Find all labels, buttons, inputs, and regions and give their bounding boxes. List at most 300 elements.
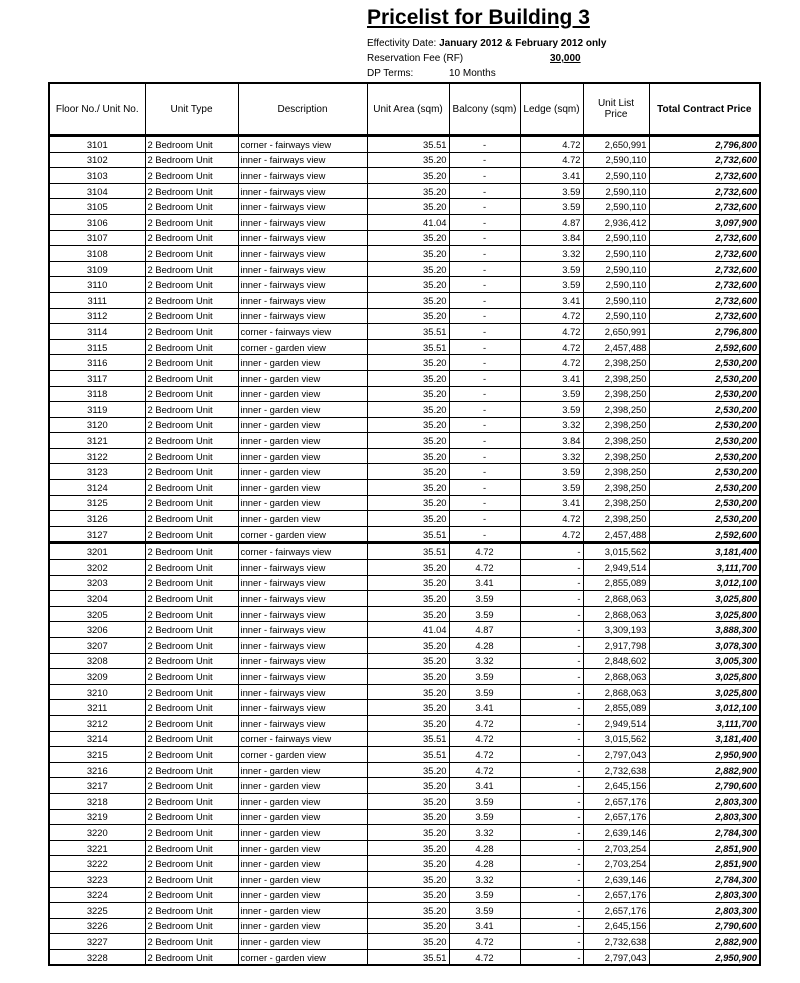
cell-unit-area: 35.20 [367, 638, 449, 654]
cell-balcony: - [449, 230, 520, 246]
cell-unit-list-price: 2,797,043 [583, 949, 649, 965]
cell-floor-unit: 3218 [49, 793, 145, 809]
cell-ledge: 3.32 [520, 246, 583, 262]
cell-balcony: 3.59 [449, 887, 520, 903]
cell-unit-type: 2 Bedroom Unit [145, 778, 238, 794]
cell-unit-list-price: 2,848,602 [583, 653, 649, 669]
cell-description: inner - garden view [238, 871, 367, 887]
cell-floor-unit: 3117 [49, 370, 145, 386]
cell-balcony: - [449, 448, 520, 464]
cell-description: inner - fairways view [238, 622, 367, 638]
cell-unit-type: 2 Bedroom Unit [145, 747, 238, 763]
cell-total-contract-price: 2,790,600 [649, 918, 760, 934]
cell-description: inner - garden view [238, 809, 367, 825]
cell-floor-unit: 3224 [49, 887, 145, 903]
cell-unit-type: 2 Bedroom Unit [145, 511, 238, 527]
cell-unit-type: 2 Bedroom Unit [145, 731, 238, 747]
table-row [49, 511, 760, 527]
table-row [49, 183, 760, 199]
cell-unit-type: 2 Bedroom Unit [145, 480, 238, 496]
cell-description: inner - garden view [238, 355, 367, 371]
table-row [49, 809, 760, 825]
cell-ledge: - [520, 700, 583, 716]
cell-description: inner - fairways view [238, 277, 367, 293]
cell-total-contract-price: 3,181,400 [649, 731, 760, 747]
col-header-total-contract-price: Total Contract Price [649, 83, 760, 136]
cell-floor-unit: 3228 [49, 949, 145, 965]
cell-unit-area: 35.20 [367, 934, 449, 950]
cell-unit-type: 2 Bedroom Unit [145, 887, 238, 903]
cell-unit-area: 35.20 [367, 511, 449, 527]
cell-description: inner - garden view [238, 386, 367, 402]
cell-unit-type: 2 Bedroom Unit [145, 277, 238, 293]
table-row [49, 480, 760, 496]
cell-floor-unit: 3209 [49, 669, 145, 685]
cell-unit-type: 2 Bedroom Unit [145, 762, 238, 778]
cell-total-contract-price: 2,592,600 [649, 526, 760, 543]
cell-unit-area: 35.20 [367, 292, 449, 308]
cell-unit-area: 35.20 [367, 591, 449, 607]
cell-unit-list-price: 2,732,638 [583, 762, 649, 778]
cell-balcony: 3.41 [449, 918, 520, 934]
cell-unit-area: 35.20 [367, 417, 449, 433]
table-row [49, 495, 760, 511]
cell-unit-area: 35.20 [367, 669, 449, 685]
cell-balcony: - [449, 355, 520, 371]
cell-unit-area: 35.20 [367, 825, 449, 841]
cell-unit-type: 2 Bedroom Unit [145, 949, 238, 965]
cell-unit-area: 35.20 [367, 261, 449, 277]
cell-description: inner - fairways view [238, 684, 367, 700]
cell-unit-type: 2 Bedroom Unit [145, 370, 238, 386]
cell-ledge: - [520, 793, 583, 809]
cell-description: inner - garden view [238, 402, 367, 418]
cell-unit-type: 2 Bedroom Unit [145, 464, 238, 480]
cell-floor-unit: 3227 [49, 934, 145, 950]
cell-unit-list-price: 2,398,250 [583, 464, 649, 480]
cell-total-contract-price: 2,851,900 [649, 856, 760, 872]
cell-balcony: - [449, 246, 520, 262]
cell-ledge: 4.72 [520, 308, 583, 324]
cell-unit-area: 35.20 [367, 277, 449, 293]
cell-description: corner - garden view [238, 747, 367, 763]
cell-unit-type: 2 Bedroom Unit [145, 669, 238, 685]
cell-description: inner - garden view [238, 511, 367, 527]
cell-unit-type: 2 Bedroom Unit [145, 606, 238, 622]
cell-unit-list-price: 2,398,250 [583, 355, 649, 371]
cell-unit-type: 2 Bedroom Unit [145, 495, 238, 511]
cell-floor-unit: 3201 [49, 543, 145, 560]
cell-unit-list-price: 2,868,063 [583, 684, 649, 700]
cell-unit-list-price: 2,732,638 [583, 934, 649, 950]
cell-floor-unit: 3125 [49, 495, 145, 511]
cell-ledge: - [520, 903, 583, 919]
cell-floor-unit: 3216 [49, 762, 145, 778]
cell-balcony: - [449, 183, 520, 199]
cell-total-contract-price: 3,888,300 [649, 622, 760, 638]
col-header-unit-type: Unit Type [145, 83, 238, 136]
cell-description: inner - garden view [238, 480, 367, 496]
cell-floor-unit: 3114 [49, 324, 145, 340]
cell-ledge: 4.72 [520, 511, 583, 527]
cell-unit-area: 35.20 [367, 183, 449, 199]
cell-balcony: - [449, 433, 520, 449]
cell-unit-type: 2 Bedroom Unit [145, 591, 238, 607]
cell-unit-type: 2 Bedroom Unit [145, 918, 238, 934]
cell-description: inner - garden view [238, 918, 367, 934]
cell-ledge: 3.59 [520, 261, 583, 277]
cell-unit-area: 35.20 [367, 778, 449, 794]
table-row [49, 684, 760, 700]
cell-description: inner - garden view [238, 448, 367, 464]
cell-ledge: 3.59 [520, 480, 583, 496]
table-row [49, 261, 760, 277]
cell-total-contract-price: 2,530,200 [649, 433, 760, 449]
cell-total-contract-price: 2,530,200 [649, 417, 760, 433]
cell-unit-type: 2 Bedroom Unit [145, 402, 238, 418]
cell-unit-area: 35.20 [367, 871, 449, 887]
cell-total-contract-price: 2,592,600 [649, 339, 760, 355]
cell-description: inner - fairways view [238, 292, 367, 308]
cell-description: inner - fairways view [238, 152, 367, 168]
cell-unit-list-price: 2,590,110 [583, 292, 649, 308]
cell-ledge: - [520, 669, 583, 685]
table-row [49, 417, 760, 433]
cell-ledge: 3.41 [520, 292, 583, 308]
cell-ledge: 3.41 [520, 370, 583, 386]
cell-unit-area: 35.20 [367, 464, 449, 480]
cell-unit-area: 35.20 [367, 684, 449, 700]
cell-floor-unit: 3107 [49, 230, 145, 246]
cell-unit-area: 35.20 [367, 918, 449, 934]
cell-total-contract-price: 2,803,300 [649, 887, 760, 903]
cell-balcony: 3.59 [449, 591, 520, 607]
cell-unit-list-price: 2,657,176 [583, 793, 649, 809]
cell-balcony: 3.59 [449, 809, 520, 825]
cell-balcony: - [449, 292, 520, 308]
cell-floor-unit: 3126 [49, 511, 145, 527]
cell-unit-area: 35.20 [367, 856, 449, 872]
cell-ledge: 3.59 [520, 199, 583, 215]
cell-balcony: - [449, 324, 520, 340]
cell-unit-area: 35.20 [367, 840, 449, 856]
table-row [49, 448, 760, 464]
cell-unit-type: 2 Bedroom Unit [145, 856, 238, 872]
table-row [49, 731, 760, 747]
cell-ledge: 4.72 [520, 324, 583, 340]
effectivity-value: January 2012 & February 2012 only [439, 38, 607, 49]
cell-ledge: - [520, 575, 583, 591]
cell-unit-type: 2 Bedroom Unit [145, 715, 238, 731]
cell-balcony: - [449, 370, 520, 386]
cell-balcony: 4.28 [449, 840, 520, 856]
table-row [49, 370, 760, 386]
cell-ledge: 3.59 [520, 464, 583, 480]
cell-unit-type: 2 Bedroom Unit [145, 386, 238, 402]
cell-unit-type: 2 Bedroom Unit [145, 339, 238, 355]
cell-unit-area: 35.20 [367, 809, 449, 825]
cell-description: inner - garden view [238, 793, 367, 809]
cell-floor-unit: 3122 [49, 448, 145, 464]
cell-total-contract-price: 2,803,300 [649, 903, 760, 919]
cell-unit-type: 2 Bedroom Unit [145, 292, 238, 308]
cell-unit-list-price: 2,868,063 [583, 669, 649, 685]
cell-unit-list-price: 2,398,250 [583, 448, 649, 464]
cell-total-contract-price: 2,732,600 [649, 199, 760, 215]
cell-balcony: - [449, 386, 520, 402]
cell-total-contract-price: 2,732,600 [649, 168, 760, 184]
cell-unit-list-price: 2,650,991 [583, 136, 649, 153]
cell-unit-type: 2 Bedroom Unit [145, 136, 238, 153]
table-row [49, 402, 760, 418]
cell-balcony: 3.59 [449, 684, 520, 700]
cell-unit-list-price: 3,015,562 [583, 731, 649, 747]
cell-total-contract-price: 2,950,900 [649, 747, 760, 763]
cell-floor-unit: 3222 [49, 856, 145, 872]
table-row [49, 339, 760, 355]
cell-unit-area: 35.20 [367, 560, 449, 576]
cell-total-contract-price: 2,732,600 [649, 230, 760, 246]
cell-unit-area: 35.51 [367, 136, 449, 153]
cell-ledge: 4.72 [520, 152, 583, 168]
cell-balcony: - [449, 152, 520, 168]
pricelist-table [48, 82, 761, 966]
cell-floor-unit: 3203 [49, 575, 145, 591]
cell-floor-unit: 3116 [49, 355, 145, 371]
dp-terms-value: 10 Months [449, 68, 496, 79]
cell-ledge: - [520, 809, 583, 825]
dp-terms-line [367, 68, 496, 79]
table-row [49, 324, 760, 340]
table-row [49, 199, 760, 215]
cell-unit-type: 2 Bedroom Unit [145, 448, 238, 464]
cell-balcony: - [449, 511, 520, 527]
cell-balcony: - [449, 277, 520, 293]
cell-unit-list-price: 2,590,110 [583, 308, 649, 324]
cell-unit-area: 35.20 [367, 308, 449, 324]
cell-ledge: - [520, 747, 583, 763]
cell-balcony: 4.72 [449, 543, 520, 560]
table-row [49, 168, 760, 184]
cell-description: inner - garden view [238, 778, 367, 794]
effectivity-line [367, 38, 606, 49]
table-row [49, 871, 760, 887]
cell-unit-type: 2 Bedroom Unit [145, 324, 238, 340]
col-header-floor: Floor No./ Unit No. [49, 83, 145, 136]
cell-unit-type: 2 Bedroom Unit [145, 214, 238, 230]
table-row [49, 669, 760, 685]
cell-total-contract-price: 2,530,200 [649, 386, 760, 402]
cell-unit-type: 2 Bedroom Unit [145, 543, 238, 560]
cell-unit-list-price: 2,590,110 [583, 230, 649, 246]
cell-unit-list-price: 2,398,250 [583, 402, 649, 418]
table-row [49, 543, 760, 560]
cell-ledge: - [520, 638, 583, 654]
cell-balcony: 3.32 [449, 871, 520, 887]
cell-unit-list-price: 2,457,488 [583, 526, 649, 543]
cell-unit-list-price: 2,650,991 [583, 324, 649, 340]
cell-balcony: 4.72 [449, 762, 520, 778]
col-header-description: Description [238, 83, 367, 136]
table-row [49, 464, 760, 480]
cell-total-contract-price: 2,732,600 [649, 308, 760, 324]
cell-total-contract-price: 2,732,600 [649, 183, 760, 199]
page-title: Pricelist for Building 3 [367, 6, 590, 29]
table-row [49, 152, 760, 168]
cell-floor-unit: 3223 [49, 871, 145, 887]
cell-ledge: 4.72 [520, 526, 583, 543]
cell-ledge: - [520, 762, 583, 778]
cell-unit-area: 35.51 [367, 543, 449, 560]
cell-balcony: 3.59 [449, 669, 520, 685]
cell-description: inner - fairways view [238, 168, 367, 184]
cell-ledge: 3.32 [520, 448, 583, 464]
cell-unit-list-price: 2,949,514 [583, 715, 649, 731]
cell-floor-unit: 3205 [49, 606, 145, 622]
col-header-balcony: Balcony (sqm) [449, 83, 520, 136]
table-row [49, 903, 760, 919]
cell-unit-type: 2 Bedroom Unit [145, 934, 238, 950]
cell-unit-type: 2 Bedroom Unit [145, 246, 238, 262]
cell-total-contract-price: 2,530,200 [649, 370, 760, 386]
cell-unit-list-price: 2,639,146 [583, 825, 649, 841]
cell-unit-list-price: 2,398,250 [583, 480, 649, 496]
cell-unit-area: 35.20 [367, 370, 449, 386]
cell-ledge: 3.59 [520, 183, 583, 199]
table-row [49, 793, 760, 809]
cell-description: inner - fairways view [238, 715, 367, 731]
cell-unit-area: 35.20 [367, 715, 449, 731]
cell-unit-list-price: 2,936,412 [583, 214, 649, 230]
cell-total-contract-price: 2,796,800 [649, 324, 760, 340]
cell-unit-list-price: 2,657,176 [583, 903, 649, 919]
cell-ledge: - [520, 731, 583, 747]
cell-balcony: 3.59 [449, 793, 520, 809]
cell-description: inner - fairways view [238, 246, 367, 262]
cell-description: corner - fairways view [238, 731, 367, 747]
cell-floor-unit: 3124 [49, 480, 145, 496]
cell-total-contract-price: 2,530,200 [649, 464, 760, 480]
cell-floor-unit: 3106 [49, 214, 145, 230]
cell-unit-area: 35.20 [367, 246, 449, 262]
cell-ledge: - [520, 949, 583, 965]
cell-total-contract-price: 3,012,100 [649, 700, 760, 716]
cell-floor-unit: 3115 [49, 339, 145, 355]
cell-balcony: 3.32 [449, 653, 520, 669]
col-header-unit-area: Unit Area (sqm) [367, 83, 449, 136]
table-header-row [49, 83, 760, 136]
cell-description: inner - garden view [238, 495, 367, 511]
cell-unit-list-price: 2,868,063 [583, 606, 649, 622]
cell-unit-list-price: 2,398,250 [583, 370, 649, 386]
cell-ledge: - [520, 840, 583, 856]
cell-total-contract-price: 3,111,700 [649, 560, 760, 576]
cell-unit-list-price: 2,703,254 [583, 840, 649, 856]
cell-balcony: 4.28 [449, 638, 520, 654]
cell-floor-unit: 3211 [49, 700, 145, 716]
cell-ledge: 4.72 [520, 339, 583, 355]
cell-floor-unit: 3108 [49, 246, 145, 262]
table-row [49, 591, 760, 607]
cell-ledge: - [520, 560, 583, 576]
cell-unit-area: 35.20 [367, 762, 449, 778]
cell-description: inner - fairways view [238, 183, 367, 199]
cell-unit-list-price: 2,949,514 [583, 560, 649, 576]
cell-description: corner - garden view [238, 526, 367, 543]
cell-ledge: 3.59 [520, 277, 583, 293]
cell-description: inner - garden view [238, 840, 367, 856]
table-row [49, 949, 760, 965]
table-body [49, 136, 760, 966]
cell-description: corner - fairways view [238, 136, 367, 153]
table-row [49, 292, 760, 308]
cell-unit-type: 2 Bedroom Unit [145, 417, 238, 433]
cell-unit-area: 35.20 [367, 230, 449, 246]
cell-unit-area: 35.20 [367, 168, 449, 184]
cell-total-contract-price: 2,732,600 [649, 246, 760, 262]
cell-balcony: 4.72 [449, 560, 520, 576]
cell-floor-unit: 3202 [49, 560, 145, 576]
table-row [49, 840, 760, 856]
cell-unit-area: 35.51 [367, 747, 449, 763]
cell-total-contract-price: 3,078,300 [649, 638, 760, 654]
table-row [49, 386, 760, 402]
table-row [49, 575, 760, 591]
cell-ledge: - [520, 684, 583, 700]
cell-total-contract-price: 2,882,900 [649, 762, 760, 778]
cell-ledge: - [520, 934, 583, 950]
cell-floor-unit: 3101 [49, 136, 145, 153]
cell-floor-unit: 3221 [49, 840, 145, 856]
cell-unit-type: 2 Bedroom Unit [145, 433, 238, 449]
table-row [49, 246, 760, 262]
cell-ledge: - [520, 871, 583, 887]
cell-description: corner - fairways view [238, 324, 367, 340]
cell-ledge: - [520, 715, 583, 731]
cell-unit-list-price: 2,590,110 [583, 261, 649, 277]
cell-total-contract-price: 2,851,900 [649, 840, 760, 856]
cell-total-contract-price: 3,005,300 [649, 653, 760, 669]
cell-description: inner - garden view [238, 370, 367, 386]
table-row [49, 560, 760, 576]
cell-floor-unit: 3102 [49, 152, 145, 168]
cell-ledge: 4.72 [520, 355, 583, 371]
cell-description: inner - garden view [238, 825, 367, 841]
cell-unit-type: 2 Bedroom Unit [145, 638, 238, 654]
cell-description: inner - fairways view [238, 230, 367, 246]
table-row [49, 606, 760, 622]
cell-ledge: - [520, 856, 583, 872]
cell-balcony: 3.41 [449, 700, 520, 716]
table-row [49, 136, 760, 153]
cell-unit-area: 35.20 [367, 575, 449, 591]
cell-ledge: - [520, 653, 583, 669]
cell-unit-list-price: 2,645,156 [583, 918, 649, 934]
cell-unit-list-price: 3,309,193 [583, 622, 649, 638]
cell-floor-unit: 3103 [49, 168, 145, 184]
cell-unit-type: 2 Bedroom Unit [145, 809, 238, 825]
cell-ledge: 4.87 [520, 214, 583, 230]
table-row [49, 355, 760, 371]
table-row [49, 526, 760, 543]
cell-floor-unit: 3127 [49, 526, 145, 543]
cell-floor-unit: 3119 [49, 402, 145, 418]
cell-total-contract-price: 2,784,300 [649, 871, 760, 887]
cell-total-contract-price: 2,530,200 [649, 511, 760, 527]
cell-balcony: - [449, 339, 520, 355]
cell-total-contract-price: 2,950,900 [649, 949, 760, 965]
cell-unit-list-price: 2,590,110 [583, 246, 649, 262]
